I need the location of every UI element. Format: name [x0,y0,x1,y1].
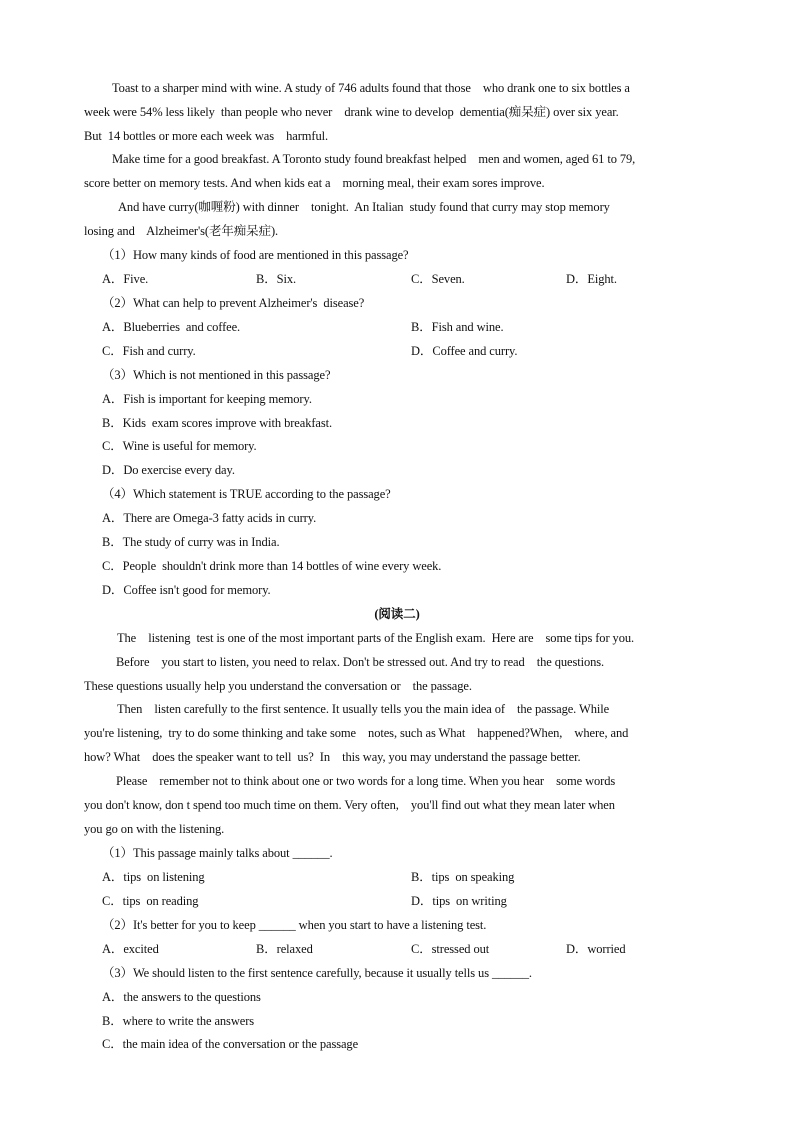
option-c: C．Seven. [411,272,465,286]
option-b: B．Kids exam scores improve with breakfast. [102,416,333,430]
passage2-line: Before you start to listen, you need to relax. Don't be stressed out. And try to read the questions. [116,655,605,669]
question-stem: （3）We should listen to the first sentence carefully, because it usually tells us ______. [102,966,532,980]
option-d: D．Eight. [566,272,617,286]
option-b: B．The study of curry was in India. [102,535,280,549]
passage2-line: Please remember not to think about one or two words for a long time. When you hear some words [116,774,616,788]
passage1-line: losing and Alzheimer's(老年痴呆症). [84,224,279,238]
question-stem: （2）What can help to prevent Alzheimer's disease? [102,296,365,310]
passage2-line: The listening test is one of the most important parts of the English exam. Here are some tips for you. [117,631,635,645]
question-stem: （4）Which statement is TRUE according to the passage? [102,487,391,501]
section-title: (阅读二) [374,607,420,621]
passage1-line: score better on memory tests. And when kids eat a morning meal, their exam sores improve. [84,176,545,190]
question-stem: （3）Which is not mentioned in this passage? [102,368,331,382]
option-a: A．excited [102,942,159,956]
question-stem: （1）How many kinds of food are mentioned in this passage? [102,248,409,262]
option-a: A．the answers to the questions [102,990,261,1004]
passage2-line: These questions usually help you understand the conversation or the passage. [84,679,472,693]
option-d: D．worried [566,942,626,956]
passage1-line: week were 54% less likely than people who never drank wine to develop dementia(痴呆症) over six year. [84,105,619,119]
option-d: D．Coffee and curry. [411,344,518,358]
option-b: B．Six. [256,272,297,286]
passage2-line: you're listening, try to do some thinking and take some notes, such as What happened?When, where, and [84,726,629,740]
passage1-line: But 14 bottles or more each week was harmful. [84,129,328,143]
option-a: A．tips on listening [102,870,205,884]
option-c: C．stressed out [411,942,490,956]
passage2-line: how? What does the speaker want to tell us? In this way, you may understand the passage better. [84,750,581,764]
option-c: C．Wine is useful for memory. [102,439,257,453]
passage1-line: Toast to a sharper mind with wine. A study of 746 adults found that those who drank one to six bottles a [112,81,630,95]
question-stem: （2）It's better for you to keep ______ when you start to have a listening test. [102,918,487,932]
passage2-line: you don't know, don t spend too much time on them. Very often, you'll find out what they mean later when [84,798,615,812]
option-c: C．the main idea of the conversation or the passage [102,1037,359,1051]
option-a: A．Five. [102,272,149,286]
passage1-line: And have curry(咖喱粉) with dinner tonight. An Italian study found that curry may stop memory [118,200,610,214]
option-c: C．Fish and curry. [102,344,196,358]
option-a: A．Fish is important for keeping memory. [102,392,312,406]
option-a: A．There are Omega-3 fatty acids in curry. [102,511,317,525]
option-c: C．People shouldn't drink more than 14 bottles of wine every week. [102,559,442,573]
option-b: B．Fish and wine. [411,320,504,334]
option-b: B．relaxed [256,942,313,956]
option-b: B．where to write the answers [102,1014,255,1028]
option-a: A．Blueberries and coffee. [102,320,241,334]
option-d: D．Coffee isn't good for memory. [102,583,271,597]
passage1-line: Make time for a good breakfast. A Toronto study found breakfast helped men and women, aged 61 to 79, [112,152,636,166]
question-stem: （1）This passage mainly talks about ______. [102,846,333,860]
passage2-line: you go on with the listening. [84,822,225,836]
option-d: D．Do exercise every day. [102,463,235,477]
option-c: C．tips on reading [102,894,199,908]
option-d: D．tips on writing [411,894,507,908]
passage2-line: Then listen carefully to the first sentence. It usually tells you the main idea of the passage. While [117,702,610,716]
option-b: B．tips on speaking [411,870,515,884]
